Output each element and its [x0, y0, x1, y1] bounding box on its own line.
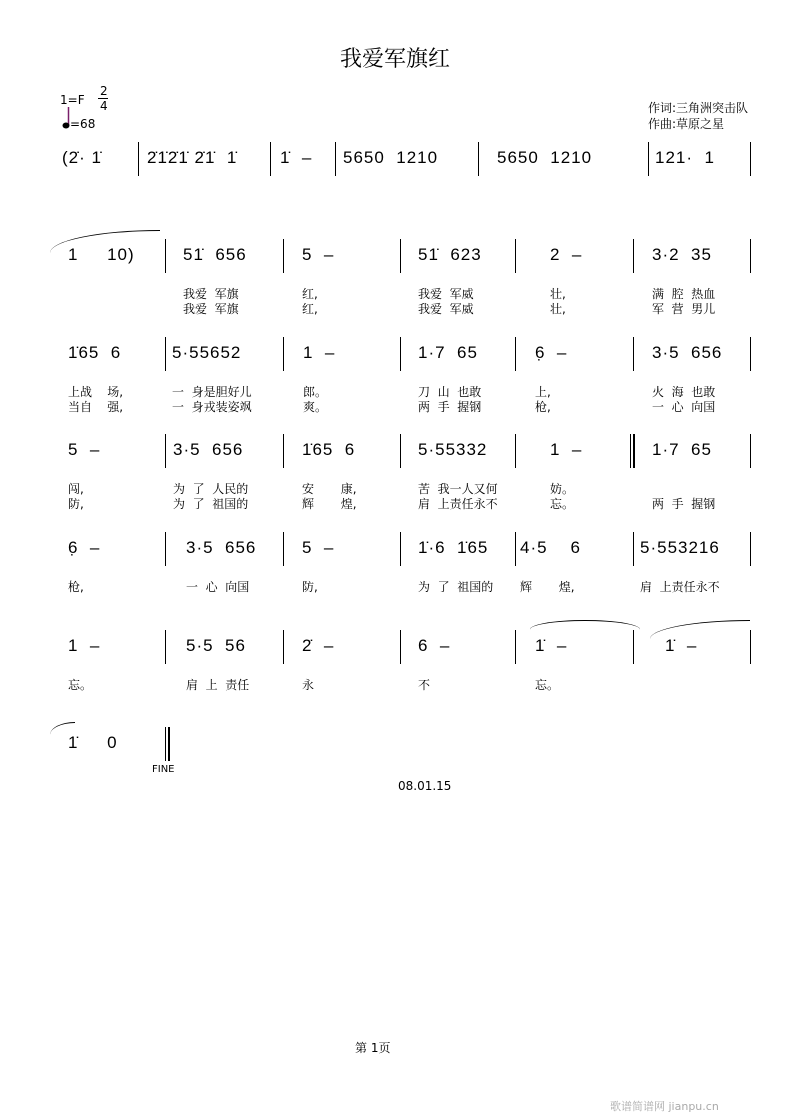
- song-title: 我爱军旗红: [339, 47, 450, 72]
- lyric-text: 为 了 祖国的: [173, 497, 249, 511]
- tie-arc: [530, 620, 640, 639]
- measure-notes: 5 –: [302, 245, 335, 264]
- lyric-text: 一 身戎装姿飒: [172, 400, 252, 414]
- measure-notes: 121· 1: [655, 148, 715, 167]
- lyric-text: 一 心 向国: [186, 580, 250, 594]
- lyric-text: 我爱 军威: [418, 302, 474, 316]
- measure-notes: 2̇1̇2̇1̇ 2̇1̇ 1̇: [147, 148, 238, 167]
- barline: [138, 142, 139, 176]
- measure-notes: 2 –: [550, 245, 583, 264]
- barline: [400, 239, 401, 273]
- measure-notes: 5·55652: [172, 343, 242, 362]
- measure-notes: 1̇65 6: [68, 343, 122, 362]
- barline: [165, 239, 166, 273]
- lyric-text: 防,: [302, 580, 318, 594]
- lyric-text: 一 心 向国: [652, 400, 716, 414]
- measure-notes: 1·7 65: [652, 440, 712, 459]
- barline: [515, 434, 516, 468]
- lyric-text: 红,: [302, 302, 318, 316]
- barline: [515, 239, 516, 273]
- barline: [335, 142, 336, 176]
- time-signature-top: 2: [100, 84, 108, 98]
- barline: [478, 142, 479, 176]
- lyric-text: 两 手 握钢: [418, 400, 482, 414]
- lyric-text: 忘。: [68, 678, 93, 692]
- lyric-text: 辉 煌,: [302, 497, 357, 511]
- lyric-text: 郎。: [303, 385, 328, 399]
- measure-notes: 2̇ –: [302, 636, 335, 655]
- lyric-text: 肩 上责任永不: [640, 580, 720, 594]
- lyric-text: 肩 上责任永不: [418, 497, 498, 511]
- lyric-text: 壮,: [550, 287, 566, 301]
- barline: [630, 434, 631, 468]
- lyric-text: 妨。: [550, 482, 575, 496]
- barline: [400, 337, 401, 371]
- measure-notes: 1·7 65: [418, 343, 478, 362]
- lyric-text: 我爱 军威: [418, 287, 474, 301]
- barline: [283, 630, 284, 664]
- measure-notes: 3·5 656: [173, 440, 244, 459]
- measure-notes: 3·2 35: [652, 245, 712, 264]
- measure-notes: 51̇ 656: [183, 245, 247, 264]
- tie-arc: [650, 620, 750, 639]
- barline: [515, 630, 516, 664]
- barline: [165, 337, 166, 371]
- measure-notes: 5650 1210: [343, 148, 439, 167]
- lyric-text: 肩 上 责任: [186, 678, 250, 692]
- measure-notes: 4·5 6: [520, 538, 581, 557]
- page-number: 第 1页: [355, 1041, 391, 1055]
- lyric-text: 刀 山 也敢: [418, 385, 482, 399]
- measure-notes: 5·553216: [640, 538, 720, 557]
- barline: [400, 434, 401, 468]
- barline: [633, 239, 634, 273]
- barline: [750, 142, 751, 176]
- measure-notes: 5·55332: [418, 440, 488, 459]
- lyric-text: 壮,: [550, 302, 566, 316]
- barline: [648, 142, 649, 176]
- barline: [283, 337, 284, 371]
- barline: [283, 239, 284, 273]
- key-signature: 1=F: [60, 93, 85, 107]
- lyric-text: 枪,: [68, 580, 84, 594]
- measure-notes: 1 –: [303, 343, 336, 362]
- tie-arc: [50, 230, 160, 253]
- lyric-text: 我爱 军旗: [183, 287, 239, 301]
- measure-notes: 3·5 656: [186, 538, 257, 557]
- measure-notes: 1 10): [68, 245, 135, 264]
- measure-notes: 1̇ 0: [68, 733, 118, 752]
- lyric-text: 一 身是胆好儿: [172, 385, 252, 399]
- lyric-text: 我爱 军旗: [183, 302, 239, 316]
- composer-credit: 作曲:草原之星: [648, 117, 725, 131]
- barline: [168, 727, 170, 761]
- repeat-barline: [633, 434, 635, 468]
- lyric-text: 上,: [535, 385, 551, 399]
- barline: [283, 434, 284, 468]
- time-signature-bottom: 4: [100, 99, 108, 113]
- date-stamp: 08.01.15: [398, 779, 452, 793]
- quarter-note-icon: [62, 107, 70, 129]
- barline: [515, 532, 516, 566]
- measure-notes: 6̣ –: [68, 538, 101, 557]
- barline: [750, 532, 751, 566]
- watermark: 歌谱简谱网 jianpu.cn: [610, 1100, 719, 1113]
- barline: [750, 337, 751, 371]
- measure-notes: 6̣ –: [535, 343, 568, 362]
- barline: [165, 434, 166, 468]
- barline: [750, 434, 751, 468]
- lyric-text: 苦 我一人又何: [418, 482, 498, 496]
- measure-notes: 5 –: [68, 440, 101, 459]
- barline: [400, 532, 401, 566]
- measure-notes: 1 –: [68, 636, 101, 655]
- lyric-text: 永: [302, 678, 315, 692]
- barline: [165, 727, 166, 761]
- barline: [633, 532, 634, 566]
- barline: [165, 532, 166, 566]
- barline: [750, 239, 751, 273]
- measure-notes: 1̇·6 1̇65: [418, 538, 489, 557]
- lyric-text: 枪,: [535, 400, 551, 414]
- lyric-text: 上战 场,: [68, 385, 124, 399]
- measure-notes: (2̇· 1̇: [62, 148, 102, 167]
- lyric-text: 防,: [68, 497, 84, 511]
- measure-notes: 6 –: [418, 636, 451, 655]
- measure-notes: 5650 1210: [497, 148, 593, 167]
- measure-notes: 1̇ –: [665, 636, 698, 655]
- lyric-text: 忘。: [550, 497, 575, 511]
- lyric-text: 军 营 男儿: [652, 302, 716, 316]
- lyric-text: 不: [418, 678, 431, 692]
- lyric-text: 爽。: [303, 400, 328, 414]
- barline: [515, 337, 516, 371]
- measure-notes: 5·5 56: [186, 636, 246, 655]
- barline: [165, 630, 166, 664]
- lyricist-credit: 作词:三角洲突击队: [648, 101, 749, 115]
- lyric-text: 两 手 握钢: [652, 497, 716, 511]
- lyric-text: 红,: [302, 287, 318, 301]
- lyric-text: 闯,: [68, 482, 84, 496]
- fine-mark: FINE: [152, 764, 175, 775]
- tempo-mark: =68: [70, 117, 96, 131]
- measure-notes: 51̇ 623: [418, 245, 482, 264]
- measure-notes: 1̇ –: [535, 636, 568, 655]
- lyric-text: 为 了 人民的: [173, 482, 249, 496]
- lyric-text: 为 了 祖国的: [418, 580, 494, 594]
- barline: [400, 630, 401, 664]
- measure-notes: 3·5 656: [652, 343, 723, 362]
- measure-notes: 1 –: [550, 440, 583, 459]
- measure-notes: 1̇ –: [280, 148, 313, 167]
- barline: [270, 142, 271, 176]
- tie-arc: [50, 722, 75, 735]
- barline: [750, 630, 751, 664]
- barline: [283, 532, 284, 566]
- lyric-text: 火 海 也敢: [652, 385, 716, 399]
- barline: [633, 337, 634, 371]
- measure-notes: 1̇65 6: [302, 440, 356, 459]
- lyric-text: 满 腔 热血: [652, 287, 716, 301]
- measure-notes: 5 –: [302, 538, 335, 557]
- lyric-text: 当自 强,: [68, 400, 124, 414]
- lyric-text: 忘。: [535, 678, 560, 692]
- lyric-text: 辉 煌,: [520, 580, 575, 594]
- lyric-text: 安 康,: [302, 482, 357, 496]
